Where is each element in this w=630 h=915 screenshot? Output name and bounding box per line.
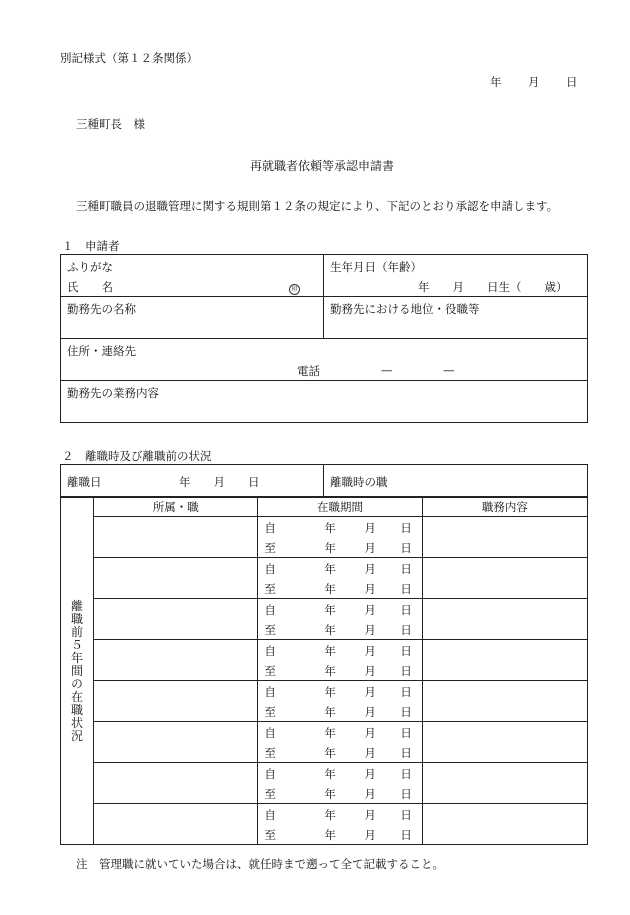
affiliation-cell[interactable] <box>94 804 258 845</box>
duties-cell[interactable] <box>422 722 587 763</box>
period-to-label: 至 <box>264 582 276 596</box>
affiliation-cell[interactable] <box>94 517 258 558</box>
section2-heading: ２ 離職時及び離職前の状況 <box>62 449 212 463</box>
period-year: 年 <box>324 603 336 617</box>
employer-name-cell <box>61 297 324 339</box>
form-reference: 別記様式（第１２条関係） <box>60 51 198 65</box>
period-from-cell <box>258 763 422 784</box>
period-month: 月 <box>364 664 376 678</box>
period-day: 日 <box>400 644 412 658</box>
period-month: 月 <box>364 787 376 801</box>
duties-cell[interactable] <box>422 681 587 722</box>
period-from-cell <box>258 681 422 702</box>
affiliation-cell[interactable] <box>94 599 258 640</box>
period-to-cell <box>258 578 422 599</box>
period-month: 月 <box>364 705 376 719</box>
period-from-label: 自 <box>264 808 276 822</box>
employer-position-label: 勤務先における地位・役職等 <box>330 302 480 316</box>
period-day: 日 <box>400 603 412 617</box>
period-from-cell <box>258 558 422 579</box>
history-row <box>61 517 588 538</box>
period-from-label: 自 <box>264 767 276 781</box>
employer-name-label: 勤務先の名称 <box>67 302 136 316</box>
period-from-cell <box>258 640 422 661</box>
name-label: 氏 名 <box>67 280 113 294</box>
period-day: 日 <box>400 541 412 555</box>
history-table <box>60 497 588 845</box>
period-day: 日 <box>400 521 412 535</box>
period-month: 月 <box>364 541 376 555</box>
birth-cell <box>324 255 588 297</box>
period-year: 年 <box>324 746 336 760</box>
period-to-cell <box>258 701 422 722</box>
phone-dash-1: — <box>381 363 393 377</box>
period-from-label: 自 <box>264 726 276 740</box>
history-row <box>61 722 588 743</box>
period-month: 月 <box>364 582 376 596</box>
affiliation-cell[interactable] <box>94 763 258 804</box>
side-label: 離職前５年間の在職状況 <box>69 599 84 743</box>
period-year: 年 <box>324 582 336 596</box>
name-cell <box>61 255 324 297</box>
page-title: 再就職者依頼等承認申請書 <box>250 159 395 173</box>
duties-cell[interactable] <box>422 804 587 845</box>
history-row <box>61 558 588 579</box>
retirement-table <box>60 464 588 497</box>
retire-date-label: 離職日 <box>67 475 102 489</box>
period-to-cell <box>258 783 422 804</box>
period-day: 日 <box>400 562 412 576</box>
period-month: 月 <box>364 562 376 576</box>
period-year: 年 <box>324 705 336 719</box>
retire-post-label: 離職時の職 <box>330 475 388 489</box>
period-day: 日 <box>400 787 412 801</box>
period-to-label: 至 <box>264 705 276 719</box>
period-year: 年 <box>324 808 336 822</box>
period-month: 月 <box>364 644 376 658</box>
birth-value: 年 月 日生（ 歳） <box>418 280 568 294</box>
period-day: 日 <box>400 664 412 678</box>
retire-date-value: 年 月 日 <box>179 475 260 489</box>
footnote: 注 管理職に就いていた場合は、就任時まで遡って全て記載すること。 <box>76 857 444 871</box>
period-year: 年 <box>324 644 336 658</box>
col-duties-header: 職務内容 <box>422 498 587 517</box>
history-row <box>61 804 588 825</box>
date-day: 日 <box>566 75 578 89</box>
address-label: 住所・連絡先 <box>67 344 136 358</box>
affiliation-cell[interactable] <box>94 640 258 681</box>
period-day: 日 <box>400 705 412 719</box>
period-year: 年 <box>324 541 336 555</box>
period-year: 年 <box>324 664 336 678</box>
furigana-label: ふりがな <box>67 260 113 274</box>
period-from-label: 自 <box>264 644 276 658</box>
period-from-cell <box>258 599 422 620</box>
period-day: 日 <box>400 685 412 699</box>
period-to-label: 至 <box>264 664 276 678</box>
period-month: 月 <box>364 623 376 637</box>
duties-cell[interactable] <box>422 558 587 599</box>
affiliation-cell[interactable] <box>94 722 258 763</box>
period-month: 月 <box>364 828 376 842</box>
duties-cell[interactable] <box>422 640 587 681</box>
duties-cell[interactable] <box>422 599 587 640</box>
retire-date-cell <box>61 465 324 497</box>
period-day: 日 <box>400 828 412 842</box>
period-month: 月 <box>364 746 376 760</box>
affiliation-cell[interactable] <box>94 558 258 599</box>
history-row <box>61 763 588 784</box>
period-to-label: 至 <box>264 746 276 760</box>
period-from-cell <box>258 722 422 743</box>
section1-heading: １ 申請者 <box>62 239 120 253</box>
retire-post-cell <box>324 465 588 497</box>
period-to-label: 至 <box>264 541 276 555</box>
period-to-label: 至 <box>264 623 276 637</box>
period-to-cell <box>258 660 422 681</box>
affiliation-cell[interactable] <box>94 681 258 722</box>
employer-position-cell <box>324 297 588 339</box>
period-month: 月 <box>364 521 376 535</box>
addressee: 三種町長 様 <box>76 117 145 131</box>
date-month: 月 <box>528 75 540 89</box>
col-period-header: 在職期間 <box>258 498 422 517</box>
business-cell <box>61 381 588 423</box>
history-row <box>61 599 588 620</box>
phone-label: 電話 <box>297 364 320 378</box>
seal-icon: 印 <box>289 280 300 295</box>
period-to-cell <box>258 742 422 763</box>
period-from-cell <box>258 804 422 825</box>
period-day: 日 <box>400 582 412 596</box>
period-year: 年 <box>324 521 336 535</box>
business-label: 勤務先の業務内容 <box>67 386 159 400</box>
duties-cell[interactable] <box>422 517 587 558</box>
period-day: 日 <box>400 746 412 760</box>
phone-dash-2: — <box>443 363 455 377</box>
history-row <box>61 640 588 661</box>
period-month: 月 <box>364 685 376 699</box>
period-from-label: 自 <box>264 562 276 576</box>
period-year: 年 <box>324 623 336 637</box>
col-affiliation-header: 所属・職 <box>94 498 258 517</box>
period-to-cell <box>258 537 422 558</box>
date-year: 年 <box>490 75 502 89</box>
period-month: 月 <box>364 808 376 822</box>
period-day: 日 <box>400 623 412 637</box>
period-to-cell <box>258 619 422 640</box>
period-year: 年 <box>324 726 336 740</box>
period-month: 月 <box>364 767 376 781</box>
intro-text: 三種町職員の退職管理に関する規則第１２条の規定により、下記のとおり承認を申請します。 <box>76 199 559 213</box>
period-from-label: 自 <box>264 685 276 699</box>
period-month: 月 <box>364 603 376 617</box>
side-label-cell <box>61 498 94 845</box>
period-day: 日 <box>400 808 412 822</box>
period-from-label: 自 <box>264 603 276 617</box>
period-month: 月 <box>364 726 376 740</box>
birth-label: 生年月日（年齢） <box>330 260 422 274</box>
period-to-cell <box>258 824 422 845</box>
history-row <box>61 681 588 702</box>
period-day: 日 <box>400 726 412 740</box>
period-year: 年 <box>324 767 336 781</box>
address-cell <box>61 339 588 381</box>
duties-cell[interactable] <box>422 763 587 804</box>
period-to-label: 至 <box>264 787 276 801</box>
period-from-label: 自 <box>264 521 276 535</box>
period-day: 日 <box>400 767 412 781</box>
period-year: 年 <box>324 787 336 801</box>
period-year: 年 <box>324 562 336 576</box>
applicant-table <box>60 254 588 423</box>
period-from-cell <box>258 517 422 538</box>
period-year: 年 <box>324 828 336 842</box>
period-year: 年 <box>324 685 336 699</box>
period-to-label: 至 <box>264 828 276 842</box>
